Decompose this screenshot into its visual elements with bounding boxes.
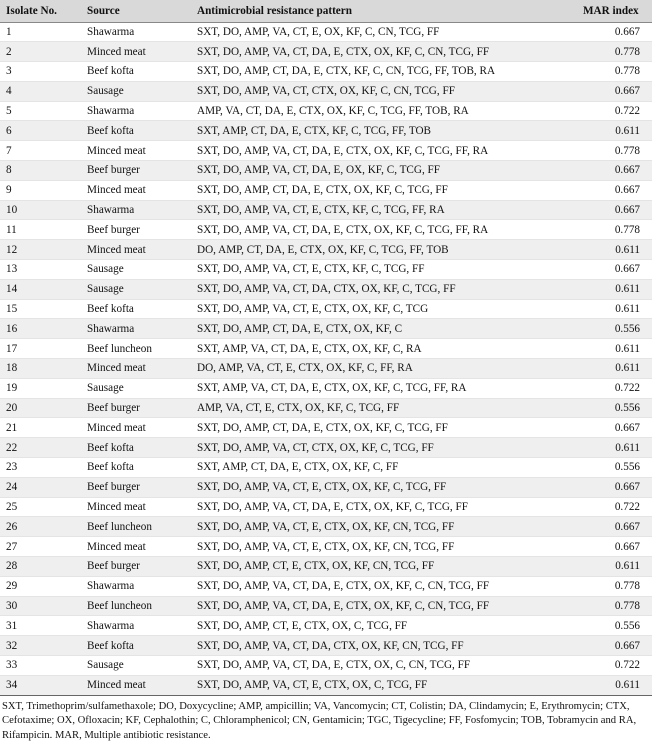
cell-isolate-no: 4 (0, 81, 81, 101)
table-row (0, 517, 652, 537)
header-isolate-no: Isolate No. (0, 0, 81, 22)
cell-isolate-no: 29 (0, 576, 81, 596)
cell-mar-index: 0.667 (577, 537, 652, 557)
cell-isolate-no: 30 (0, 596, 81, 616)
cell-mar-index: 0.722 (577, 101, 652, 121)
cell-source: Sausage (81, 656, 191, 676)
cell-resistance-pattern: SXT, AMP, CT, DA, E, CTX, KF, C, TCG, FF, TOB (191, 121, 577, 141)
cell-source: Shawarma (81, 319, 191, 339)
header-row (0, 0, 652, 22)
cell-resistance-pattern: SXT, DO, AMP, VA, CT, CTX, OX, KF, C, CN, TCG, FF (191, 81, 577, 101)
table-row (0, 636, 652, 656)
cell-resistance-pattern: SXT, DO, AMP, VA, CT, DA, CTX, OX, KF, C, TCG, FF (191, 279, 577, 299)
table-row (0, 359, 652, 379)
cell-source: Minced meat (81, 418, 191, 438)
cell-source: Beef kofta (81, 458, 191, 478)
cell-source: Shawarma (81, 616, 191, 636)
cell-source: Minced meat (81, 42, 191, 62)
cell-resistance-pattern: SXT, DO, AMP, VA, CT, E, CTX, OX, KF, CN, TCG, FF (191, 537, 577, 557)
cell-resistance-pattern: SXT, DO, AMP, VA, CT, E, CTX, KF, C, TCG, FF (191, 260, 577, 280)
table-row (0, 42, 652, 62)
cell-source: Beef burger (81, 220, 191, 240)
cell-mar-index: 0.667 (577, 636, 652, 656)
cell-resistance-pattern: SXT, DO, AMP, CT, DA, E, CTX, OX, KF, C (191, 319, 577, 339)
header-resistance-pattern: Antimicrobial resistance pattern (191, 0, 577, 22)
cell-isolate-no: 18 (0, 359, 81, 379)
cell-source: Beef kofta (81, 299, 191, 319)
cell-isolate-no: 1 (0, 22, 81, 42)
table-row (0, 200, 652, 220)
cell-mar-index: 0.667 (577, 260, 652, 280)
cell-mar-index: 0.611 (577, 240, 652, 260)
cell-isolate-no: 11 (0, 220, 81, 240)
cell-isolate-no: 13 (0, 260, 81, 280)
cell-isolate-no: 17 (0, 339, 81, 359)
cell-mar-index: 0.667 (577, 418, 652, 438)
table-row (0, 596, 652, 616)
cell-resistance-pattern: SXT, DO, AMP, VA, CT, DA, E, CTX, OX, KF, C, CN, TCG, FF (191, 596, 577, 616)
cell-source: Minced meat (81, 180, 191, 200)
header-mar-index: MAR index (577, 0, 652, 22)
cell-isolate-no: 24 (0, 477, 81, 497)
table-row (0, 121, 652, 141)
cell-source: Minced meat (81, 240, 191, 260)
cell-resistance-pattern: SXT, DO, AMP, VA, CT, DA, E, CTX, OX, KF, C, TCG, FF (191, 497, 577, 517)
cell-source: Beef kofta (81, 62, 191, 82)
cell-mar-index: 0.667 (577, 200, 652, 220)
cell-mar-index: 0.556 (577, 319, 652, 339)
cell-isolate-no: 20 (0, 398, 81, 418)
cell-resistance-pattern: SXT, DO, AMP, VA, CT, DA, E, CTX, OX, KF, C, CN, TCG, FF (191, 42, 577, 62)
cell-source: Sausage (81, 378, 191, 398)
cell-mar-index: 0.556 (577, 398, 652, 418)
cell-mar-index: 0.611 (577, 675, 652, 695)
cell-isolate-no: 2 (0, 42, 81, 62)
table-row (0, 339, 652, 359)
table-footnote: SXT, Trimethoprim/sulfamethaxole; DO, Doxycycline; AMP, ampicillin; VA, Vancomycin; CT, Colistin; DA, Clindamycin; E, Erythromycin; CTX, Cefotaxime; OX, Ofloxacin; KF, Cephalothin; C, Chloramphenicol; CN, Gentamicin; TGC, Tigecycline; FF, Fosfomycin; TOB, Tobramycin and RA, Rifampicin. MAR, Multiple antibiotic resistance. (2, 700, 637, 741)
cell-mar-index: 0.722 (577, 378, 652, 398)
cell-isolate-no: 34 (0, 675, 81, 695)
cell-resistance-pattern: SXT, DO, AMP, VA, CT, E, CTX, OX, KF, CN, TCG, FF (191, 517, 577, 537)
cell-resistance-pattern: SXT, AMP, CT, DA, E, CTX, OX, KF, C, FF (191, 458, 577, 478)
cell-source: Sausage (81, 81, 191, 101)
cell-resistance-pattern: AMP, VA, CT, DA, E, CTX, OX, KF, C, TCG, FF, TOB, RA (191, 101, 577, 121)
cell-resistance-pattern: AMP, VA, CT, E, CTX, OX, KF, C, TCG, FF (191, 398, 577, 418)
table-row (0, 458, 652, 478)
cell-isolate-no: 3 (0, 62, 81, 82)
cell-source: Beef kofta (81, 121, 191, 141)
table-row (0, 180, 652, 200)
cell-source: Shawarma (81, 576, 191, 596)
cell-mar-index: 0.778 (577, 596, 652, 616)
cell-source: Beef kofta (81, 438, 191, 458)
cell-resistance-pattern: SXT, DO, AMP, VA, CT, CTX, OX, KF, C, TCG, FF (191, 438, 577, 458)
table-row (0, 497, 652, 517)
cell-source: Shawarma (81, 101, 191, 121)
cell-source: Minced meat (81, 141, 191, 161)
cell-resistance-pattern: DO, AMP, CT, DA, E, CTX, OX, KF, C, TCG, FF, TOB (191, 240, 577, 260)
cell-mar-index: 0.667 (577, 477, 652, 497)
cell-mar-index: 0.611 (577, 279, 652, 299)
cell-isolate-no: 9 (0, 180, 81, 200)
cell-source: Beef luncheon (81, 339, 191, 359)
cell-source: Minced meat (81, 497, 191, 517)
table-row (0, 656, 652, 676)
table-row (0, 418, 652, 438)
table-row (0, 62, 652, 82)
cell-isolate-no: 5 (0, 101, 81, 121)
cell-source: Minced meat (81, 537, 191, 557)
cell-resistance-pattern: SXT, DO, AMP, VA, CT, E, CTX, OX, KF, C, TCG, FF (191, 477, 577, 497)
table-header (0, 0, 652, 22)
table-row (0, 101, 652, 121)
cell-mar-index: 0.778 (577, 576, 652, 596)
table-row (0, 240, 652, 260)
cell-resistance-pattern: SXT, DO, AMP, VA, CT, DA, CTX, OX, KF, CN, TCG, FF (191, 636, 577, 656)
cell-resistance-pattern: SXT, DO, AMP, VA, CT, E, CTX, KF, C, TCG, FF, RA (191, 200, 577, 220)
table-row (0, 477, 652, 497)
cell-mar-index: 0.611 (577, 438, 652, 458)
table-body (0, 22, 652, 695)
cell-mar-index: 0.556 (577, 616, 652, 636)
table-row (0, 616, 652, 636)
cell-mar-index: 0.778 (577, 141, 652, 161)
cell-resistance-pattern: SXT, DO, AMP, VA, CT, E, CTX, OX, C, TCG, FF (191, 675, 577, 695)
cell-isolate-no: 21 (0, 418, 81, 438)
cell-resistance-pattern: SXT, DO, AMP, CT, DA, E, CTX, OX, KF, C, TCG, FF (191, 180, 577, 200)
cell-resistance-pattern: SXT, DO, AMP, VA, CT, E, OX, KF, C, CN, TCG, FF (191, 22, 577, 42)
table-row (0, 557, 652, 577)
cell-isolate-no: 12 (0, 240, 81, 260)
cell-isolate-no: 26 (0, 517, 81, 537)
cell-mar-index: 0.611 (577, 557, 652, 577)
cell-source: Sausage (81, 260, 191, 280)
table-row (0, 675, 652, 695)
cell-source: Minced meat (81, 359, 191, 379)
cell-isolate-no: 23 (0, 458, 81, 478)
cell-resistance-pattern: SXT, AMP, VA, CT, DA, E, CTX, OX, KF, C, RA (191, 339, 577, 359)
cell-isolate-no: 31 (0, 616, 81, 636)
cell-source: Beef luncheon (81, 517, 191, 537)
cell-mar-index: 0.667 (577, 81, 652, 101)
cell-mar-index: 0.778 (577, 62, 652, 82)
cell-isolate-no: 19 (0, 378, 81, 398)
cell-source: Shawarma (81, 200, 191, 220)
cell-mar-index: 0.667 (577, 517, 652, 537)
cell-isolate-no: 15 (0, 299, 81, 319)
table-row (0, 260, 652, 280)
cell-resistance-pattern: SXT, DO, AMP, CT, E, CTX, OX, KF, CN, TCG, FF (191, 557, 577, 577)
cell-source: Beef burger (81, 398, 191, 418)
cell-resistance-pattern: SXT, DO, AMP, CT, DA, E, CTX, OX, KF, C, TCG, FF (191, 418, 577, 438)
table-row (0, 438, 652, 458)
table-row (0, 81, 652, 101)
cell-mar-index: 0.556 (577, 458, 652, 478)
cell-isolate-no: 27 (0, 537, 81, 557)
table-row (0, 398, 652, 418)
cell-isolate-no: 10 (0, 200, 81, 220)
cell-mar-index: 0.778 (577, 220, 652, 240)
cell-resistance-pattern: SXT, DO, AMP, VA, CT, DA, E, CTX, OX, KF, C, CN, TCG, FF (191, 576, 577, 596)
cell-resistance-pattern: SXT, DO, AMP, VA, CT, E, CTX, OX, KF, C, TCG (191, 299, 577, 319)
cell-mar-index: 0.722 (577, 656, 652, 676)
cell-source: Beef kofta (81, 636, 191, 656)
cell-mar-index: 0.667 (577, 22, 652, 42)
cell-resistance-pattern: SXT, DO, AMP, VA, CT, DA, E, CTX, OX, KF, C, TCG, FF, RA (191, 220, 577, 240)
cell-mar-index: 0.778 (577, 42, 652, 62)
table-row (0, 220, 652, 240)
cell-source: Minced meat (81, 675, 191, 695)
cell-isolate-no: 8 (0, 161, 81, 181)
table-row (0, 141, 652, 161)
cell-isolate-no: 7 (0, 141, 81, 161)
cell-source: Beef luncheon (81, 596, 191, 616)
cell-mar-index: 0.611 (577, 339, 652, 359)
table-row (0, 279, 652, 299)
cell-resistance-pattern: SXT, AMP, VA, CT, DA, E, CTX, OX, KF, C, TCG, FF, RA (191, 378, 577, 398)
table-row (0, 161, 652, 181)
cell-mar-index: 0.667 (577, 180, 652, 200)
cell-isolate-no: 22 (0, 438, 81, 458)
cell-isolate-no: 16 (0, 319, 81, 339)
cell-resistance-pattern: DO, AMP, VA, CT, E, CTX, OX, KF, C, FF, RA (191, 359, 577, 379)
cell-isolate-no: 32 (0, 636, 81, 656)
cell-resistance-pattern: SXT, DO, AMP, VA, CT, DA, E, OX, KF, C, TCG, FF (191, 161, 577, 181)
cell-mar-index: 0.667 (577, 161, 652, 181)
cell-resistance-pattern: SXT, DO, AMP, VA, CT, DA, E, CTX, OX, KF, C, TCG, FF, RA (191, 141, 577, 161)
cell-isolate-no: 28 (0, 557, 81, 577)
cell-isolate-no: 14 (0, 279, 81, 299)
cell-mar-index: 0.611 (577, 121, 652, 141)
cell-source: Shawarma (81, 22, 191, 42)
cell-source: Beef burger (81, 477, 191, 497)
cell-source: Beef burger (81, 161, 191, 181)
table-row (0, 537, 652, 557)
cell-isolate-no: 25 (0, 497, 81, 517)
header-source: Source (81, 0, 191, 22)
cell-isolate-no: 6 (0, 121, 81, 141)
cell-source: Sausage (81, 279, 191, 299)
table-row (0, 378, 652, 398)
table-row (0, 22, 652, 42)
cell-resistance-pattern: SXT, DO, AMP, CT, DA, E, CTX, KF, C, CN, TCG, FF, TOB, RA (191, 62, 577, 82)
table-row (0, 299, 652, 319)
table-row (0, 319, 652, 339)
cell-mar-index: 0.611 (577, 299, 652, 319)
cell-isolate-no: 33 (0, 656, 81, 676)
cell-resistance-pattern: SXT, DO, AMP, VA, CT, DA, E, CTX, OX, C, CN, TCG, FF (191, 656, 577, 676)
cell-mar-index: 0.611 (577, 359, 652, 379)
cell-mar-index: 0.722 (577, 497, 652, 517)
cell-source: Beef burger (81, 557, 191, 577)
table-row (0, 576, 652, 596)
cell-resistance-pattern: SXT, DO, AMP, CT, E, CTX, OX, C, TCG, FF (191, 616, 577, 636)
